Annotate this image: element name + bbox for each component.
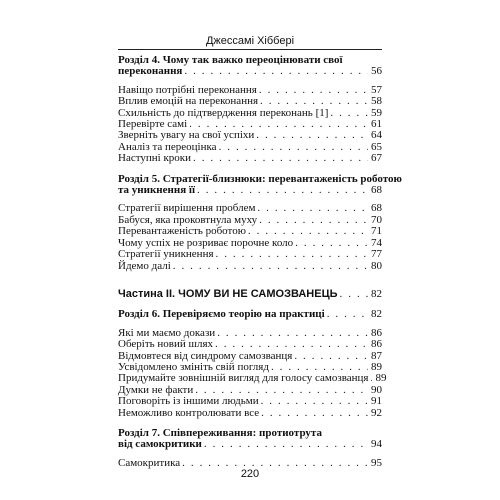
page-ref: 87 <box>371 349 382 362</box>
running-header: Джессамі Хіббері <box>118 34 382 50</box>
toc-entry[interactable] <box>118 249 382 260</box>
page-ref: 82 <box>371 308 382 321</box>
page-ref: 82 <box>371 287 382 300</box>
page-ref: 64 <box>371 129 382 142</box>
page-ref: 67 <box>371 152 382 165</box>
page-ref: 57 <box>371 83 382 96</box>
page-number: 220 <box>240 468 260 480</box>
dot-leader <box>338 289 368 300</box>
page-ref: 77 <box>371 248 382 261</box>
toc-entry[interactable] <box>118 408 382 419</box>
entry-title: Усвідомлено змініть свій погляд <box>118 360 269 373</box>
page-ref: 89 <box>371 360 382 373</box>
dot-leader <box>254 130 368 141</box>
page-ref: 71 <box>371 225 382 238</box>
entry-title: Стратегії уникнення <box>118 248 214 261</box>
toc-entry[interactable] <box>118 153 382 164</box>
dot-leader <box>259 408 368 419</box>
toc-entry[interactable] <box>118 261 382 272</box>
dot-leader <box>292 351 368 362</box>
section-heading-line: Розділ 7. Співпереживання: протиотрута <box>118 426 322 439</box>
dot-leader <box>255 203 368 214</box>
page-ref: 74 <box>371 236 382 249</box>
entry-title: Поговоріть із іншими людьми <box>118 395 259 408</box>
section-heading-entry[interactable] <box>118 185 382 196</box>
table-of-contents <box>118 54 402 469</box>
section-heading-entry[interactable] <box>118 439 382 450</box>
dot-leader <box>293 238 368 249</box>
dot-leader <box>325 309 368 320</box>
page-ref: 86 <box>371 326 382 339</box>
entry-title: Йдемо далі <box>118 259 171 272</box>
part-title: Частина II. ЧОМУ ВИ НЕ САМОЗВАНЕЦЬ <box>118 287 338 300</box>
dot-leader <box>257 215 368 226</box>
entry-title: Перевантаженість роботою <box>118 225 246 238</box>
dot-leader <box>182 66 368 77</box>
dot-leader <box>259 396 368 407</box>
dot-leader <box>171 261 368 272</box>
entry-title: Навіщо потрібні переконання <box>118 83 257 96</box>
entry-title: Неможливо контролювати все <box>118 406 260 419</box>
dot-leader <box>328 108 368 119</box>
entry-title: Чому успіх не розриває порочне коло <box>118 236 294 249</box>
entry-title: Думки не факти <box>118 383 194 396</box>
page-ref: 68 <box>371 184 382 197</box>
entry-title: Зверніть увагу на свої успіхи <box>118 129 255 142</box>
part-heading-entry[interactable] <box>118 289 382 300</box>
entry-title: Вплив емоцій на переконання <box>118 95 259 108</box>
entry-title: Бабуся, яка проковтнула муху <box>118 213 258 226</box>
page-ref: 95 <box>371 456 382 469</box>
section-heading-title: переконання <box>118 65 183 78</box>
page-ref: 91 <box>371 395 382 408</box>
toc-entry[interactable] <box>118 396 382 407</box>
entry-title: Оберіть новий шлях <box>118 338 214 351</box>
section-heading-title: та уникнення її <box>118 184 196 197</box>
page-ref: 59 <box>371 106 382 119</box>
page-ref: 86 <box>371 338 382 351</box>
section-heading-title: Розділ 5. Стратегії-близнюки: перевантаженість роботою <box>118 172 402 185</box>
dot-leader <box>257 85 368 96</box>
entry-title: Стратегії вирішення проблем <box>118 202 256 215</box>
toc-section-6 <box>118 308 387 419</box>
dot-leader <box>195 185 368 196</box>
dot-leader <box>202 439 368 450</box>
entry-title: Відмовтеся від синдрому самозванця <box>118 349 293 362</box>
page-ref: 65 <box>371 140 382 153</box>
dot-leader <box>214 249 368 260</box>
dot-leader <box>215 328 368 339</box>
toc-entry[interactable] <box>118 226 382 237</box>
section-heading-entry[interactable] <box>118 309 382 320</box>
entry-title: Які ми маємо докази <box>118 326 216 339</box>
page-ref: 94 <box>371 438 382 451</box>
entry-title: Схильність до підтвердження переконань [1] <box>118 106 329 119</box>
entry-title: Аналіз та переоцінка <box>118 140 217 153</box>
page-ref: 70 <box>371 213 382 226</box>
section-heading-title: Розділ 6. Перевіряємо теорію на практиці <box>118 308 325 321</box>
entry-title: Самокритика <box>118 456 181 469</box>
dot-leader <box>191 153 368 164</box>
dot-leader <box>258 96 368 107</box>
page-ref: 89 <box>375 372 387 385</box>
page-ref: 90 <box>371 383 382 396</box>
dot-leader <box>246 226 368 237</box>
entry-title: Перевірте самі <box>118 118 188 131</box>
page-ref: 56 <box>371 65 382 78</box>
toc-entry[interactable] <box>118 339 382 350</box>
section-heading-title: від самокритики <box>118 438 202 451</box>
section-heading-line: Розділ 4. Чому так важко переоцінювати свої <box>118 54 343 66</box>
entry-title: Придумайте зовнішній вигляд для голосу самозванця <box>118 372 369 385</box>
page-ref: 58 <box>371 95 382 108</box>
page-ref: 68 <box>371 202 382 215</box>
page-ref: 80 <box>371 259 382 272</box>
toc-entry[interactable] <box>118 96 382 107</box>
entry-title: Наступні кроки <box>118 152 192 165</box>
toc-section-4 <box>118 55 382 165</box>
dot-leader <box>217 142 368 153</box>
dot-leader <box>213 339 368 350</box>
page-ref: 92 <box>371 406 382 419</box>
toc-section-7 <box>118 428 382 469</box>
page-ref: 61 <box>371 118 382 131</box>
toc-section-5 <box>118 172 402 272</box>
section-heading-entry[interactable] <box>118 66 382 77</box>
